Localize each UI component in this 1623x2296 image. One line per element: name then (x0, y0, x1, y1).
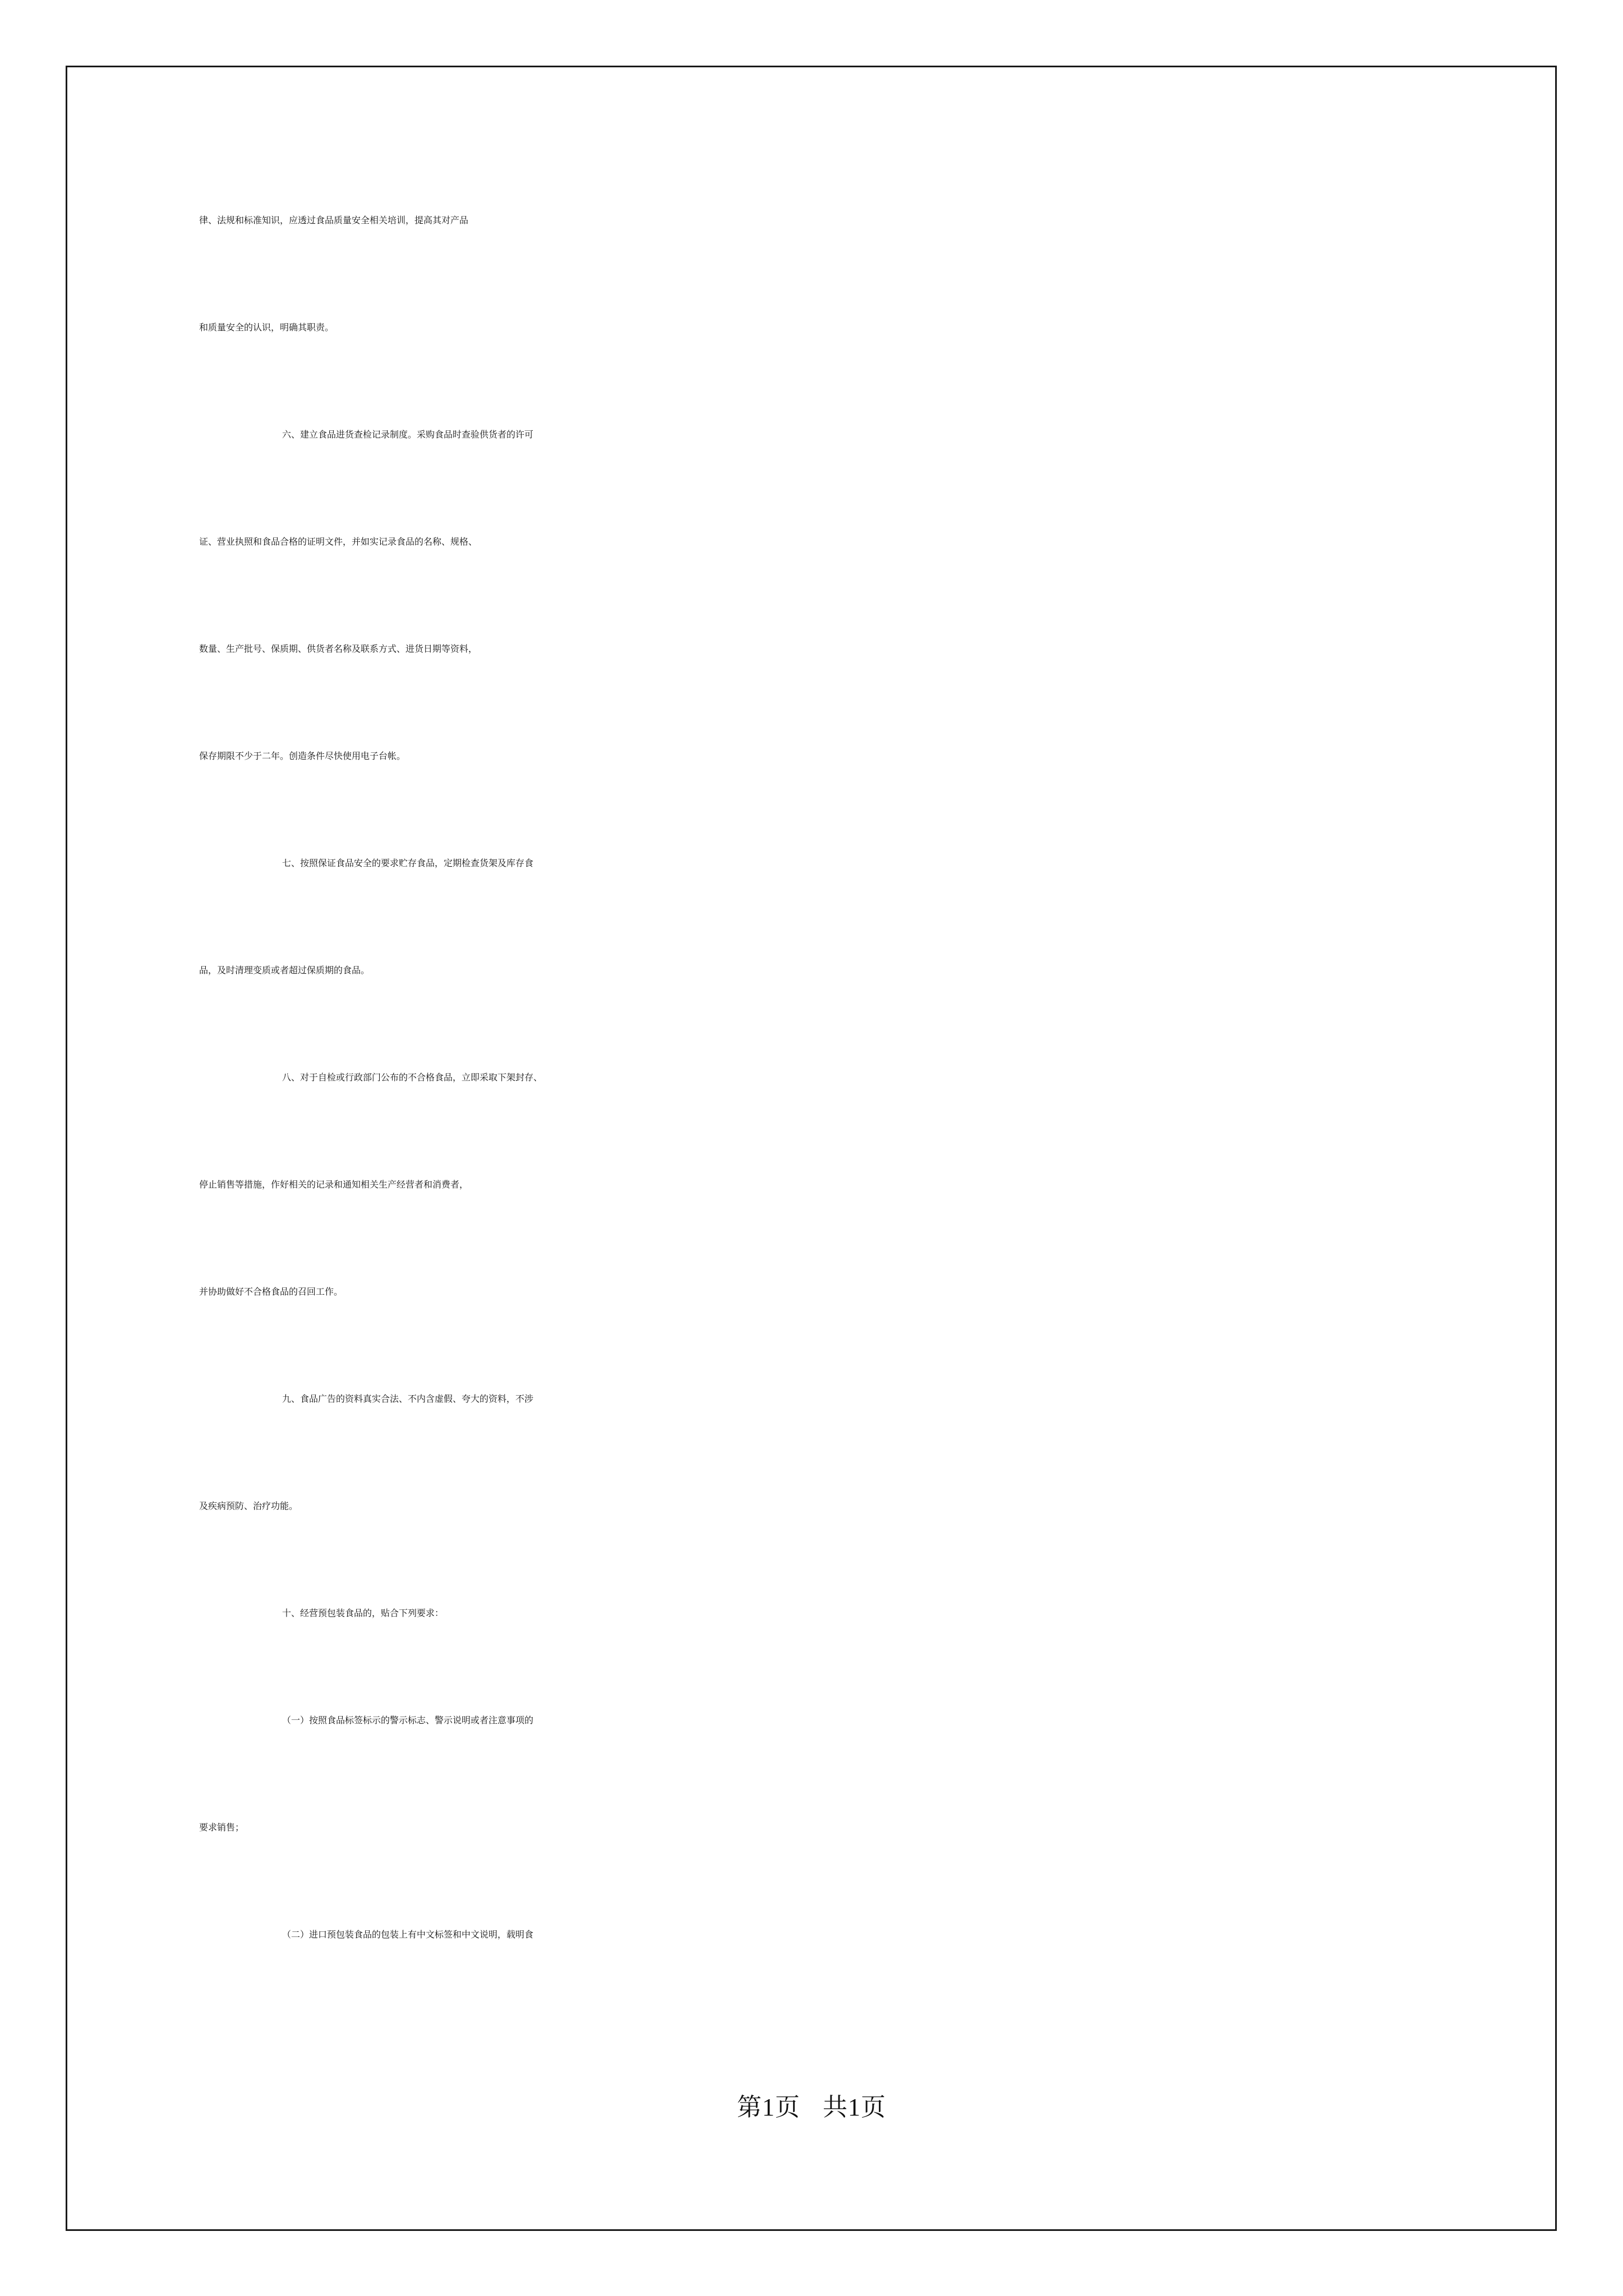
text-line: 数量、生产批号、保质期、供货者名称及联系方式、进货日期等资料， (199, 643, 478, 654)
page-number: 第1页 (737, 2093, 800, 2121)
text-line: （一）按照食品标签标示的警示标志、警示说明或者注意事项的 (282, 1715, 534, 1726)
page-total: 共1页 (823, 2093, 886, 2121)
text-line: 十、经营预包装食品的，贴合下列要求： (282, 1608, 444, 1618)
text-line: 要求销售； (199, 1822, 245, 1833)
text-line: 律、法规和标准知识，应透过食品质量安全相关培训，提高其对产品 (199, 215, 469, 226)
text-line: 停止销售等措施，作好相关的记录和通知相关生产经营者和消费者， (199, 1179, 469, 1190)
text-line: 和质量安全的认识，明确其职责。 (199, 322, 334, 333)
text-line: 保存期限不少于二年。创造条件尽快使用电子台帐。 (199, 751, 406, 761)
text-line: 并协助做好不合格食品的召回工作。 (199, 1286, 343, 1297)
text-line: 九、食品广告的资料真实合法、不内含虚假、夸大的资料，不涉 (282, 1393, 534, 1404)
document-body (199, 213, 1455, 2035)
text-line: 七、按照保证食品安全的要求贮存食品，定期检查货架及库存食 (282, 858, 534, 868)
text-line: 证、营业执照和食品合格的证明文件，并如实记录食品的名称、规格、 (199, 536, 478, 547)
text-line: （二）进口预包装食品的包装上有中文标签和中文说明，载明食 (282, 1929, 534, 1940)
text-line: 及疾病预防、治疗功能。 (199, 1501, 298, 1511)
text-line: 八、对于自检或行政部门公布的不合格食品，立即采取下架封存、 (282, 1072, 543, 1083)
text-line: 六、建立食品进货查检记录制度。采购食品时查验供货者的许可 (282, 429, 534, 440)
page-footer (0, 2087, 1623, 2123)
text-line: 品，及时清理变质或者超过保质期的食品。 (199, 965, 370, 976)
